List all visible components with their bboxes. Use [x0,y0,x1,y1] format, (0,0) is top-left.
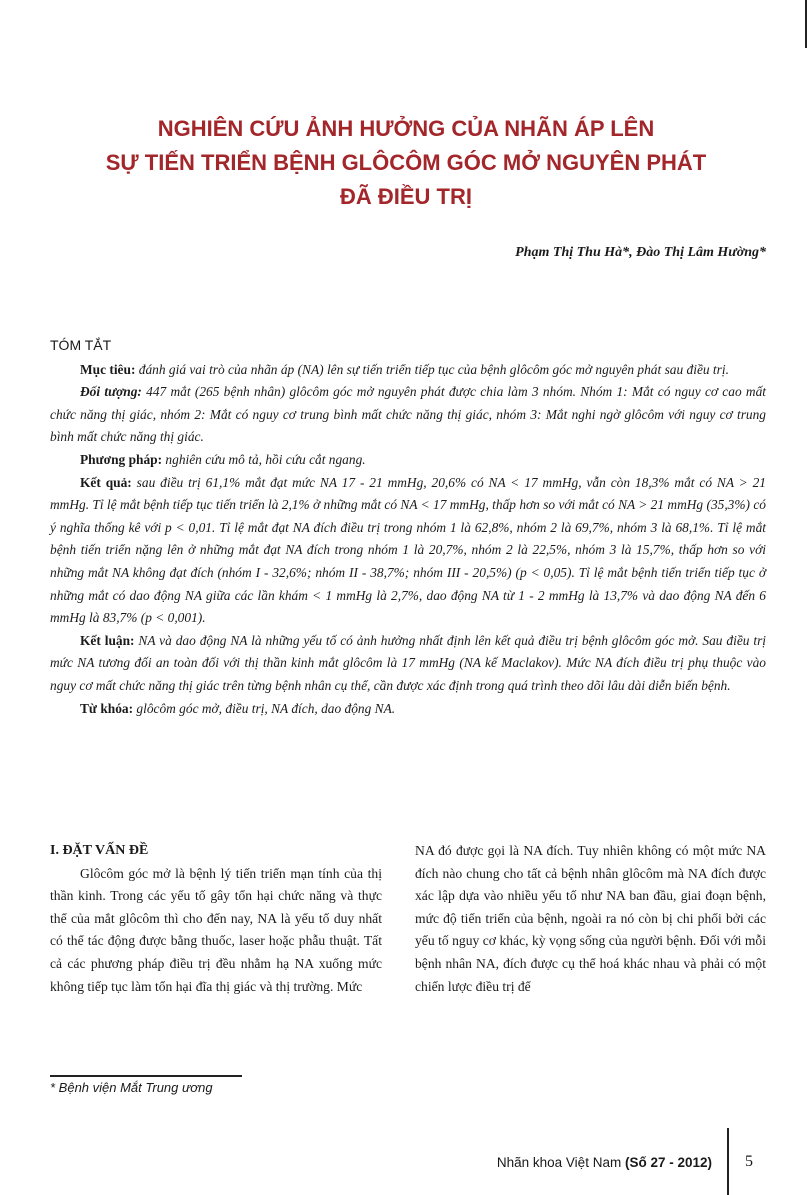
footnote: * Bệnh viện Mắt Trung ương [50,1080,213,1095]
label: Mục tiêu: [80,361,136,377]
section-heading: I. ĐẶT VẤN ĐỀ [50,843,149,858]
label: Từ khóa: [80,700,134,716]
abstract-heading: TÓM TẮT [50,337,112,353]
label: Đối tượng: [80,384,142,400]
label: Phương pháp: [80,451,163,467]
body-column-right [415,840,766,998]
label: Kết luận: [80,632,135,648]
text: 447 mắt (265 bệnh nhân) glôcôm góc mở nguyên phát được chia làm 3 nhóm. Nhóm 1: Mắt có nguy cơ cao mất chức năng thị giác, nhóm 2: Mắt có nguy cơ trung bình mất chức năng thị giác, nhóm 3: Mắt nghi ngờ glôcôm với nguy cơ trung bình mất chức năng thị giác. [50,384,766,445]
body-paragraph: NA đó được gọi là NA đích. Tuy nhiên không có một mức NA đích nào chung cho tất cả bệnh nhân glôcôm mà NA đích được xác lập dựa vào nhiều yếu tố như NA ban đầu, giai đoạn bệnh, mức độ tiến triển của bệnh, ngoài ra nó còn bị chi phối bởi các yếu tố nguy cơ khác, kỳ vọng sống của người bệnh. Đối với mỗi bệnh nhân NA, đích được cụ thể hoá khác nhau và phải có một chiến lược điều trị để [415,843,766,994]
journal-name: Nhãn khoa Việt Nam [496,1155,625,1170]
journal-issue: (Số 27 - 2012) [624,1155,712,1170]
text: sau điều trị 61,1% mắt đạt mức NA 17 - 21 mmHg, 20,6% có NA < 17 mmHg, vẫn còn 18,3% mắt có NA > 21 mmHg. Tỉ lệ mắt bệnh tiếp tục tiến triển là 2,1% ở những mắt có NA < 17 mmHg, thấp hơn so với mắt có NA > 21 mmHg (35,3%) có ý nghĩa thống kê với p < 0,01. Tỉ lệ mắt đạt NA đích điều trị trong nhóm 1 là 62,8%, nhóm 2 là 69,7%, nhóm 3 là 68,1%. Tỉ lệ mắt bệnh tiến triển nặng lên ở những mắt đạt NA đích trong nhóm 1 là 20,7%, nhóm 2 là 22,5%, nhóm 3 là 15,7%, thấp hơn so với những mắt NA không đạt đích (nhóm I - 32,6%; nhóm II - 38,7%; nhóm III - 20,5%) (p < 0,05). Tỉ lệ mắt bệnh tiến triển tiếp tục ở những mắt có dao động NA giữa các lần khám < 1 mmHg là 2,7%, dao động NA từ 1 - 2 mmHg là 13,7% và dao động NA đến 6 mmHg là 83,7% (p < 0,001). [50,474,766,626]
text: NA và dao động NA là những yếu tố có ảnh hưởng nhất định lên kết quả điều trị bệnh glôcôm góc mở. Sau điều trị mức NA tương đối an toàn đối với thị thần kinh mắt glôcôm là 17 mmHg (NA kế Maclakov). Mức NA đích điều trị phụ thuộc vào nguy cơ mất chức năng thị giác trên từng bệnh nhân cụ thể, cần được xác định trong quá trình theo dõi lâu dài diễn biến bệnh. [50,632,767,693]
abstract-objective [50,359,766,382]
authors: Phạm Thị Thu Hà*, Đào Thị Lâm Hường* [515,245,766,260]
abstract-method [50,449,766,472]
journal-footer [497,1155,712,1170]
footnote-divider [50,1075,242,1077]
body-paragraph: Glôcôm góc mở là bệnh lý tiến triển mạn tính của thị thần kinh. Trong các yếu tố gây tổn hại chức năng và thực thể của mắt glôcôm thì cho đến nay, NA là yếu tố duy nhất có thể tác động được bằng thuốc, laser hoặc phẫu thuật. Tất cả các phương pháp điều trị đều nhằm hạ NA xuống mức không tiếp tục làm tổn hại đĩa thị giác và thị trường. Mức [50,865,382,994]
abstract-subjects [50,381,766,449]
page-edge-line [805,0,807,48]
page-number: 5 [745,1153,753,1170]
title-line: NGHIÊN CỨU ẢNH HƯỞNG CỦA NHÃN ÁP LÊN [157,116,655,141]
title-line: ĐÃ ĐIỀU TRỊ [340,184,472,209]
title-line: SỰ TIẾN TRIỂN BỆNH GLÔCÔM GÓC MỞ NGUYÊN PHÁT [105,150,707,175]
text: glôcôm góc mở, điều trị, NA đích, dao động NA. [133,700,396,716]
article-title [0,112,812,214]
abstract-results [50,472,766,630]
footer-divider [727,1128,729,1195]
text: đánh giá vai trò của nhãn áp (NA) lên sự tiến triển tiếp tục của bệnh glôcôm góc mở nguyên phát sau điều trị. [135,361,729,377]
abstract-keywords [50,698,766,721]
text: nghiên cứu mô tả, hồi cứu cắt ngang. [162,451,366,467]
abstract [50,334,766,720]
label: Kết quả: [80,474,132,490]
abstract-conclusion [50,630,766,698]
body-column-left [50,840,382,998]
